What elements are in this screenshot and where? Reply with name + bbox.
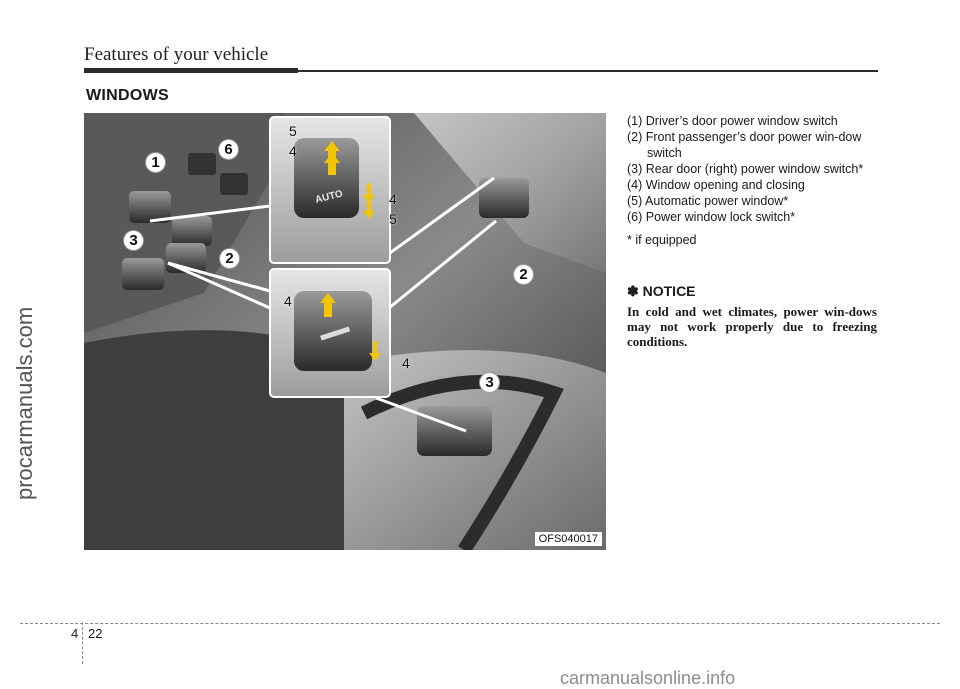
legend-item: (2) Front passenger’s door power win-dow switch — [627, 130, 862, 160]
legend-item: (1) Driver’s door power window switch — [627, 114, 838, 128]
switch-lock-2 — [220, 173, 248, 195]
auto-label: AUTO — [314, 188, 345, 206]
legend-item: (5) Automatic power window* — [627, 194, 789, 208]
callout-4-inset-down: 4 — [402, 355, 410, 371]
header-title: Features of your vehicle — [84, 44, 269, 65]
footer-rule — [20, 623, 940, 624]
section-title: WINDOWS — [86, 87, 169, 104]
callout-1: 1 — [146, 153, 165, 172]
callout-6: 6 — [219, 140, 238, 159]
legend-item: (3) Rear door (right) power window switch* — [627, 162, 864, 176]
header-rule — [298, 70, 878, 72]
callout-4-down: 4 — [389, 191, 397, 207]
side-watermark: procarmanuals.com — [12, 306, 37, 500]
switch-passenger — [172, 216, 212, 246]
callout-3-rear: 3 — [480, 373, 499, 392]
page-number: 22 — [88, 626, 103, 641]
footer-watermark: carmanualsonline.info — [560, 668, 736, 688]
notice-symbol: ✽ — [627, 283, 639, 299]
illustration-svg — [84, 113, 606, 550]
figure-code: OFS040017 — [535, 532, 602, 546]
callout-2: 2 — [220, 249, 239, 268]
notice-body: In cold and wet climates, power win-dows may not work properly due to freezing conditions. — [627, 304, 877, 349]
callout-5-down: 5 — [389, 211, 397, 227]
callout-5-up: 5 — [289, 123, 297, 139]
page-chapter: 4 — [71, 626, 79, 641]
callout-4-inset-up: 4 — [284, 293, 292, 309]
switch-lock-1 — [188, 153, 216, 175]
notice-title: NOTICE — [642, 283, 696, 299]
callout-4-up: 4 — [289, 143, 297, 159]
notice-heading — [627, 283, 696, 300]
legend-item: (4) Window opening and closing — [627, 178, 805, 192]
switch-rear-left — [122, 258, 164, 290]
callout-2-right: 2 — [514, 265, 533, 284]
legend — [627, 113, 887, 248]
legend-footnote: * if equipped — [627, 233, 697, 247]
legend-item: (6) Power window lock switch* — [627, 210, 796, 224]
header-bar — [84, 68, 298, 73]
window-switch-illustration — [84, 113, 606, 550]
callout-3: 3 — [124, 231, 143, 250]
footer-divider — [82, 622, 83, 664]
switch-rear-door — [417, 406, 492, 456]
